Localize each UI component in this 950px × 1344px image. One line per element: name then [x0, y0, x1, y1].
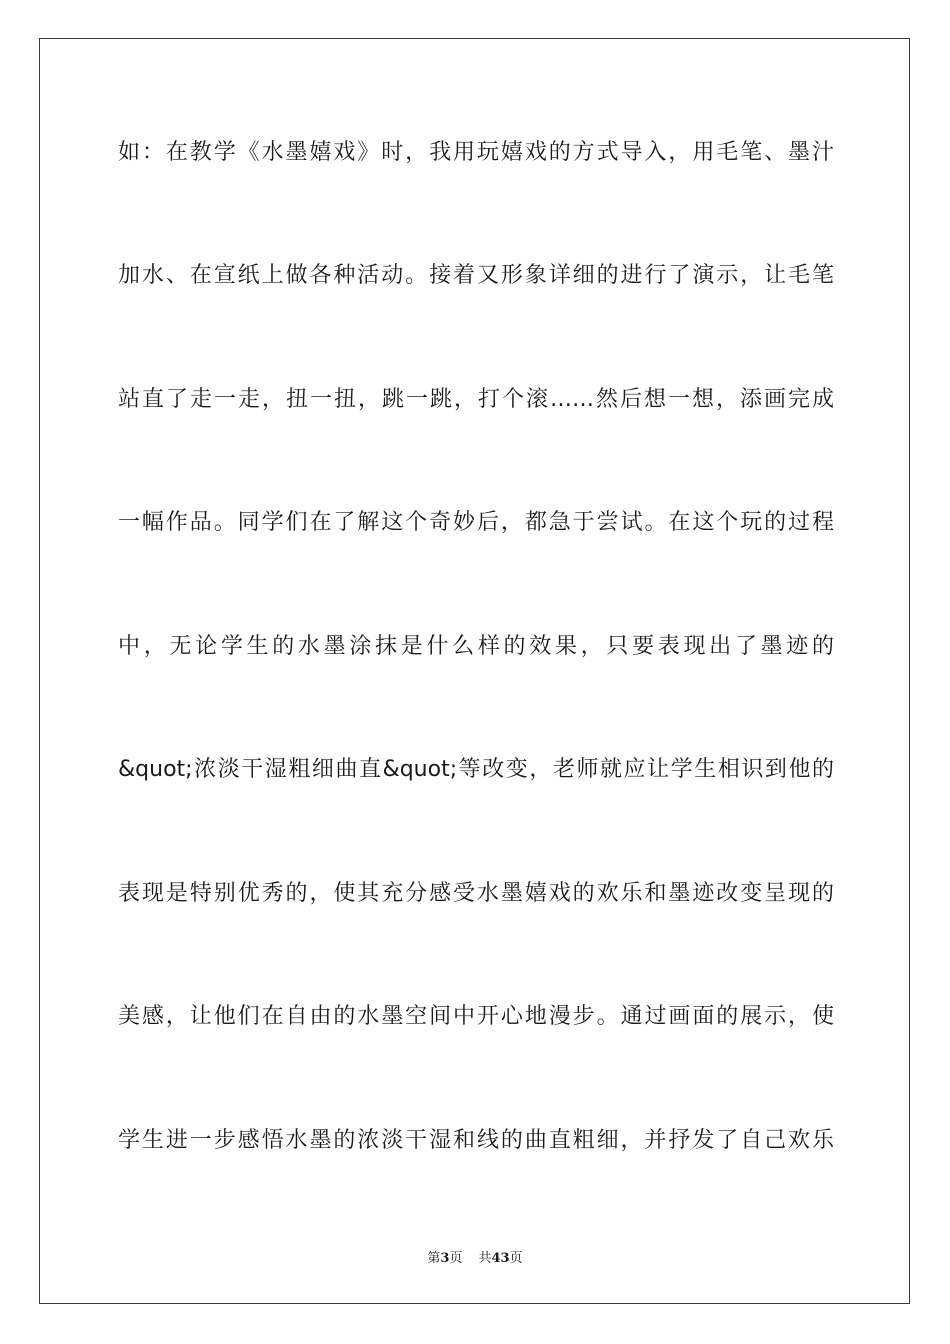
body-line-5: 中，无论学生的水墨涂抹是什么样的效果，只要表现出了墨迹的 — [118, 634, 834, 659]
total-suffix: 页 — [509, 1251, 523, 1266]
body-line-4: 一幅作品。同学们在了解这个奇妙后，都急于尝试。在这个玩的过程 — [118, 510, 834, 535]
body-line-8: 美感，让他们在自由的水墨空间中开心地漫步。通过画面的展示，使 — [118, 1004, 834, 1029]
body-line-6: &quot;浓淡干湿粗细曲直&quot;等改变，老师就应让学生相识到他的 — [118, 757, 834, 782]
page-suffix: 页 — [449, 1251, 463, 1266]
page-prefix: 第 — [427, 1251, 441, 1266]
total-prefix: 共 — [478, 1251, 492, 1266]
page-border — [39, 38, 910, 1304]
page-footer — [0, 1247, 950, 1266]
body-line-9: 学生进一步感悟水墨的浓淡干湿和线的曲直粗细，并抒发了自己欢乐 — [118, 1128, 834, 1153]
page-number: 3 — [440, 1251, 450, 1266]
body-line-7: 表现是特别优秀的，使其充分感受水墨嬉戏的欢乐和墨迹改变呈现的 — [118, 881, 834, 906]
body-line-1: 如：在教学《水墨嬉戏》时，我用玩嬉戏的方式导入，用毛笔、墨汁 — [118, 140, 834, 165]
total-pages: 43 — [491, 1251, 510, 1266]
body-line-2: 加水、在宣纸上做各种活动。接着又形象详细的进行了演示，让毛笔 — [118, 263, 834, 288]
body-line-3: 站直了走一走，扭一扭，跳一跳，打个滚……然后想一想，添画完成 — [118, 387, 834, 412]
